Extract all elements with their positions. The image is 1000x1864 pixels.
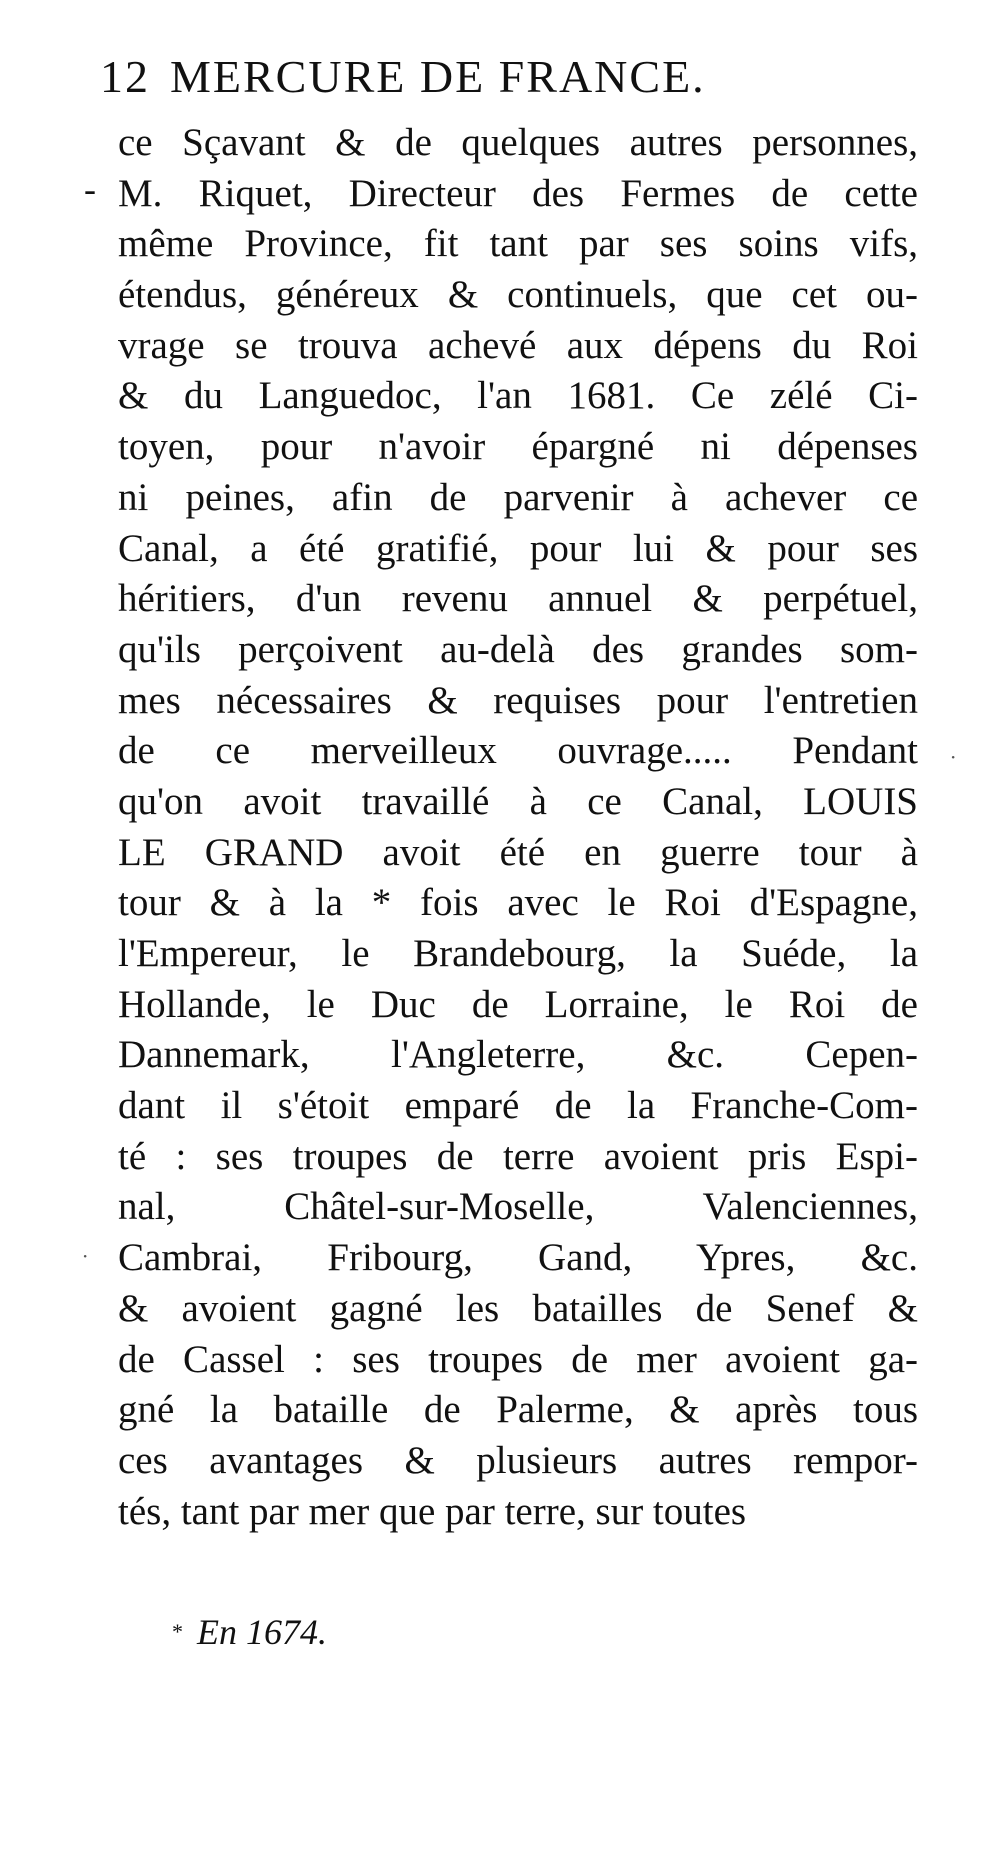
text-line: gné la bataille de Palerme, & après tous <box>118 1388 918 1432</box>
text-line: M. Riquet, Directeur des Fermes de cette <box>118 171 918 215</box>
text-line: Canal, a été gratifié, pour lui & pour ses <box>118 526 918 570</box>
footnote-text: En 1674. <box>197 1612 327 1652</box>
text-line: même Province, fit tant par ses soins vifs, <box>118 222 918 266</box>
text-line: de Cassel : ses troupes de mer avoient ga- <box>118 1337 918 1381</box>
ink-speck: · <box>82 1244 89 1268</box>
text-line: nal, Châtel-sur-Moselle, Valenciennes, <box>118 1185 918 1229</box>
text-line: qu'ils perçoivent au-delà des grandes som- <box>118 627 918 671</box>
running-title: MERCURE DE FRANCE. <box>170 51 706 102</box>
text-line: Dannemark, l'Angleterre, &c. Cepen- <box>118 1033 918 1077</box>
text-line: té : ses troupes de terre avoient pris Espi- <box>118 1134 918 1178</box>
text-line: ces avantages & plusieurs autres rempor- <box>118 1438 918 1482</box>
text-line: tour & à la * fois avec le Roi d'Espagne, <box>118 881 918 925</box>
footnote-mark: * <box>172 1619 183 1644</box>
text-line: qu'on avoit travaillé à ce Canal, LOUIS <box>118 779 918 823</box>
text-line: LE GRAND avoit été en guerre tour à <box>118 830 918 874</box>
running-head <box>100 48 840 106</box>
text-line: toyen, pour n'avoir épargné ni dépenses <box>118 425 918 469</box>
text-line: Hollande, le Duc de Lorraine, le Roi de <box>118 982 918 1026</box>
text-line: l'Empereur, le Brandebourg, la Suéde, la <box>118 932 918 975</box>
page-number: 12 <box>100 51 150 102</box>
text-line: vrage se trouva achevé aux dépens du Roi <box>118 323 918 367</box>
text-line: ni peines, afin de parvenir à achever ce <box>118 475 918 519</box>
text-line: étendus, généreux & continuels, que cet ou- <box>118 273 918 317</box>
text-line: de ce merveilleux ouvrage..... Pendant <box>118 729 918 773</box>
text-line: ce Sçavant & de quelques autres personnes, <box>118 121 918 164</box>
margin-mark: - <box>84 169 96 209</box>
text-line: héritiers, d'un revenu annuel & perpétuel, <box>118 577 918 621</box>
ink-speck: · <box>950 745 957 769</box>
body-text <box>118 118 918 1537</box>
text-line: & avoient gagné les batailles de Senef & <box>118 1286 918 1330</box>
text-line: dant il s'étoit emparé de la Franche-Com- <box>118 1084 918 1128</box>
text-line: tés, tant par mer que par terre, sur toutes <box>118 1489 747 1533</box>
text-line: & du Languedoc, l'an 1681. Ce zélé Ci- <box>118 374 918 418</box>
text-line: mes nécessaires & requises pour l'entretien <box>118 678 918 722</box>
text-line: Cambrai, Fribourg, Gand, Ypres, &c. <box>118 1236 918 1280</box>
footnote <box>172 1610 327 1654</box>
